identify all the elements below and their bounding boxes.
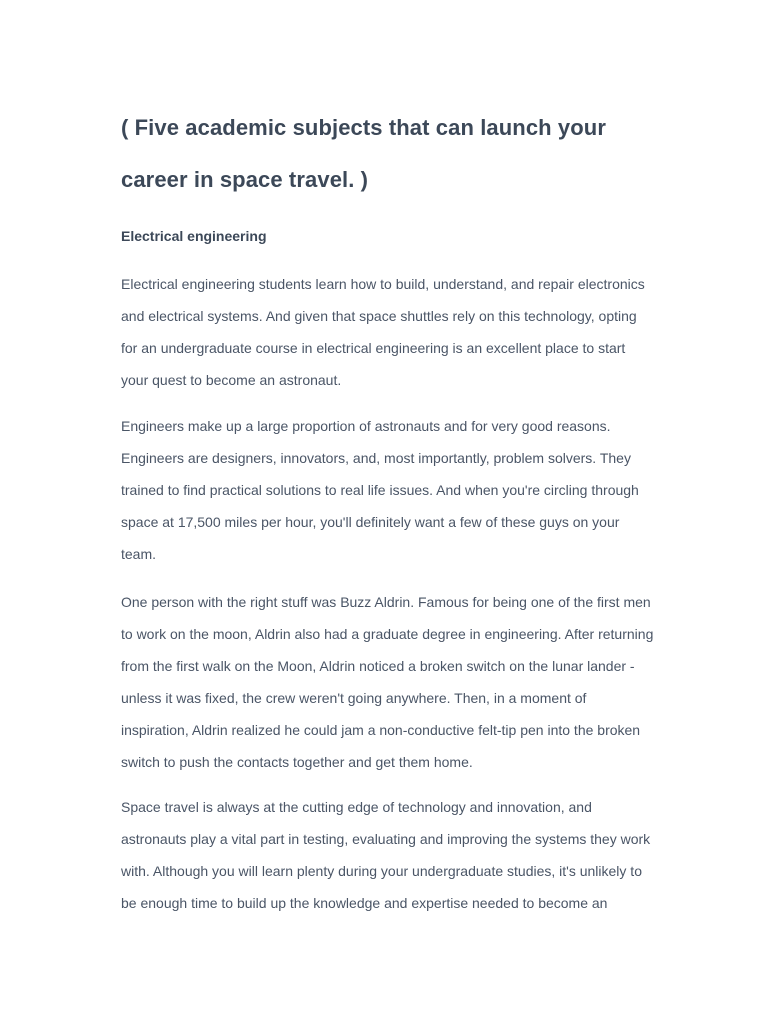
- paragraph-2: Engineers make up a large proportion of astronauts and for very good reasons. Engineers are designers, innovators, and, most importantly, problem solvers. They trained to find practical solutions to real life issues. And when you're circling through space at 17,500 miles per hour, you'll definitely want a few of these guys on your team.: [121, 418, 639, 562]
- paragraph-1: Electrical engineering students learn how to build, understand, and repair electronics and electrical systems. And given that space shuttles rely on this technology, opting for an undergraduate course in electrical engineering is an excellent place to start your quest to become an astronaut.: [121, 276, 645, 388]
- paragraph-3: One person with the right stuff was Buzz Aldrin. Famous for being one of the first men to work on the moon, Aldrin also had a graduate degree in engineering. After returning from the first walk on the Moon, Aldrin noticed a broken switch on the lunar lander - unless it was fixed, the crew weren't going anywhere. Then, in a moment of inspiration, Aldrin realized he could jam a non-conductive felt-tip pen into the broken switch to push the contacts together and get them home.: [121, 594, 654, 770]
- page-title: ( Five academic subjects that can launch your career in space travel. ): [121, 115, 606, 192]
- section-heading: Electrical engineering: [121, 228, 267, 244]
- paragraph-4: Space travel is always at the cutting edge of technology and innovation, and astronauts play a vital part in testing, evaluating and improving the systems they work with. Although you will learn plenty during your undergraduate studies, it's unlikely to be enough time to build up the knowledge and expertise needed to become an: [121, 799, 651, 911]
